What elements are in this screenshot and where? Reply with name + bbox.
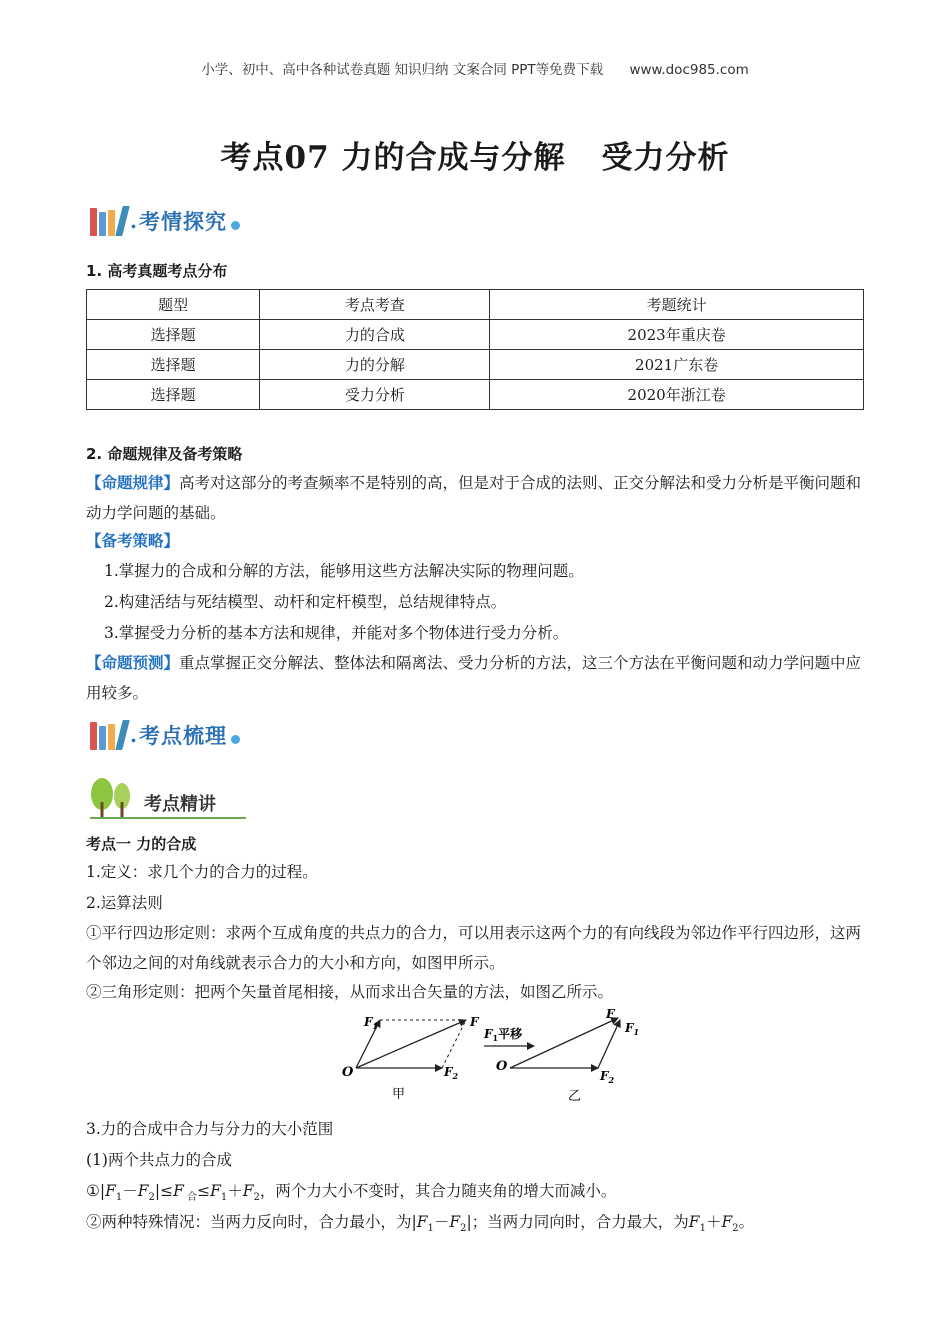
range-heading: 3.力的合成中合力与分力的大小范围 bbox=[86, 1120, 334, 1138]
strategy-tag-line bbox=[86, 526, 864, 556]
predict-paragraph bbox=[86, 648, 864, 708]
rule-tag: 【命题规律】 bbox=[86, 474, 180, 492]
origin-label: O bbox=[342, 1065, 354, 1080]
banner-jingjiang-label: 考点精讲 bbox=[144, 794, 216, 815]
site-header bbox=[0, 58, 950, 78]
section2-heading: 2. 命题规律及备考策略 bbox=[86, 445, 243, 463]
rule-text: 高考对这部分的考查频率不是特别的高，但是对于合成的法则、正交分解法和受力分析是平衡问题和动力学问题的基础。 bbox=[86, 474, 862, 522]
table-header-cell: 考点考查 bbox=[260, 290, 490, 320]
strategy-item: 3.掌握受力分析的基本方法和规律，并能对多个物体进行受力分析。 bbox=[104, 624, 569, 642]
page-title bbox=[0, 132, 950, 177]
predict-text: 重点掌握正交分解法、整体法和隔离法、受力分析的方法，这三个方法在平衡问题和动力学问题中应用较多。 bbox=[86, 654, 862, 702]
table-row bbox=[87, 350, 864, 380]
table-header-cell: 题型 bbox=[87, 290, 260, 320]
range-item-2: ②两种特殊情况：当两力反向时，合力最小，为$|F_1-F_2|$；当两力同向时，合力最大，为$F_1+F_2$。 bbox=[86, 1213, 755, 1235]
range-item2-mid: ；当两力同向时，合力最大，为 bbox=[471, 1213, 689, 1231]
banner-kaodian-label: 考点梳理 bbox=[138, 724, 227, 748]
table-header-cell: 考题统计 bbox=[490, 290, 864, 320]
dot-icon bbox=[231, 221, 240, 230]
strategy-item: 1.掌握力的合成和分解的方法，能够用这些方法解决实际的物理问题。 bbox=[104, 562, 584, 580]
books-icon bbox=[90, 206, 128, 236]
banner-jingjiang bbox=[88, 774, 248, 822]
dot-icon bbox=[231, 735, 240, 744]
f-label: F bbox=[470, 1015, 479, 1029]
table-row bbox=[87, 380, 864, 410]
table-cell: 受力分析 bbox=[260, 380, 490, 410]
table-cell: 2023年重庆卷 bbox=[490, 320, 864, 350]
triangle-rule: ②三角形定则：把两个矢量首尾相接，从而求出合矢量的方法，如图乙所示。 bbox=[86, 983, 614, 1001]
exam-distribution-table bbox=[86, 289, 864, 410]
table-cell: 2021广东卷 bbox=[490, 350, 864, 380]
shift-label: $F_1$平移 bbox=[484, 1027, 523, 1043]
banner-kaoqing: . 考情探究 bbox=[90, 206, 240, 236]
definition-text: 1.定义：求几个力的合力的过程。 bbox=[86, 863, 318, 881]
f2-label: $F_2$ bbox=[600, 1069, 615, 1085]
table-cell: 力的合成 bbox=[260, 320, 490, 350]
rule-heading: 2.运算法则 bbox=[86, 894, 163, 912]
title-main: 考点07 力的合成与分解 bbox=[220, 140, 566, 176]
table-row bbox=[87, 320, 864, 350]
table-cell: 选择题 bbox=[87, 380, 260, 410]
title-sub: 受力分析 bbox=[601, 140, 730, 176]
strategy-item: 2.构建活结与死结模型、动杆和定杆模型，总结规律特点。 bbox=[104, 593, 507, 611]
range-sub-heading: (1)两个共点力的合成 bbox=[86, 1151, 232, 1169]
kaodian1-heading: 考点一 力的合成 bbox=[86, 835, 197, 853]
origin-label: O bbox=[496, 1059, 508, 1074]
f-label: F bbox=[606, 1008, 615, 1021]
table-cell: 选择题 bbox=[87, 350, 260, 380]
predict-tag: 【命题预测】 bbox=[86, 654, 180, 672]
range-item2-head: ②两种特殊情况：当两力反向时，合力最小，为 bbox=[86, 1213, 412, 1231]
f2-label: $F_2$ bbox=[444, 1065, 459, 1081]
parallelogram-rule: ①平行四边形定则：求两个互成角度的共点力的合力，可以用表示这两个力的有向线段为邻边作平行四边形，这两个邻边之间的对角线就表示合力的大小和方向，如图甲所示。 bbox=[86, 924, 862, 972]
caption-yi: 乙 bbox=[568, 1089, 582, 1104]
f1-vector bbox=[598, 1020, 620, 1068]
table-cell: 力的分解 bbox=[260, 350, 490, 380]
banner-kaoqing-label: 考情探究 bbox=[138, 210, 227, 234]
table-cell: 选择题 bbox=[87, 320, 260, 350]
f1-label: $F_1$ bbox=[625, 1021, 640, 1037]
parallelogram-figure bbox=[342, 1015, 480, 1102]
header-url[interactable]: www.doc985.com bbox=[629, 62, 749, 78]
triangle-figure bbox=[496, 1008, 639, 1104]
table-cell: 2020年浙江卷 bbox=[490, 380, 864, 410]
f1-label: $F_1$ bbox=[364, 1015, 379, 1031]
table-header-row bbox=[87, 290, 864, 320]
range-item1-text: ，两个力大小不变时，其合力随夹角的增大而减小。 bbox=[259, 1182, 617, 1200]
rule-paragraph bbox=[86, 468, 864, 528]
force-diagram bbox=[330, 1008, 650, 1108]
books-icon bbox=[90, 720, 128, 750]
section1-heading: 1. 高考真题考点分布 bbox=[86, 262, 228, 280]
banner-kaodian: . 考点梳理 bbox=[90, 720, 240, 750]
caption-jia: 甲 bbox=[392, 1087, 406, 1102]
strategy-tag: 【备考策略】 bbox=[86, 532, 180, 550]
header-text: 小学、初中、高中各种试卷真题 知识归纳 文案合同 PPT等免费下载 bbox=[201, 62, 604, 78]
shift-annotation bbox=[483, 1026, 534, 1046]
range-item-1: $①|F_1-F_2|\le F$ $_合\le F_1+F_2$，两个力大小不变时，其合力随夹角的增大而减小。 bbox=[86, 1182, 617, 1204]
